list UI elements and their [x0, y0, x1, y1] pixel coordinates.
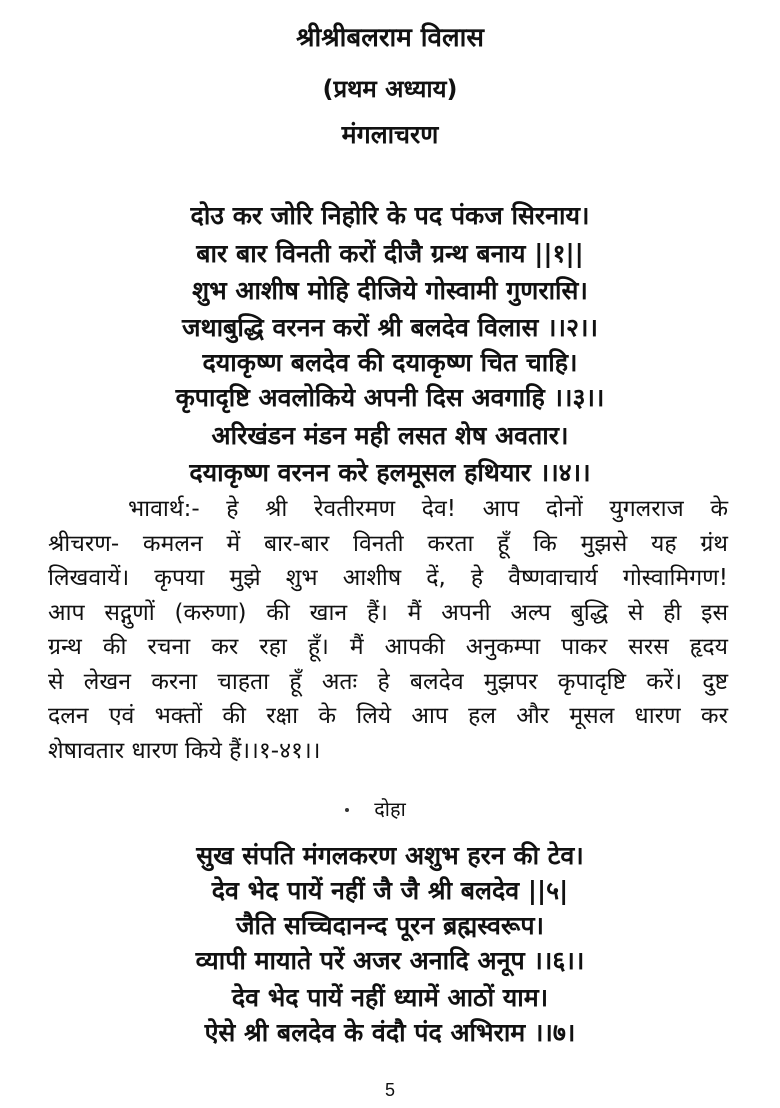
verse-line: अरिखंडन मंडन मही लसत शेष अवतार। [211, 421, 569, 450]
verse-line: बार बार विनती करों दीजै ग्रन्थ बनाय ||१|| [196, 239, 584, 268]
verse-line: शुभ आशीष मोहि दीजिये गोस्वामी गुणरासि। [192, 276, 588, 305]
verse-line: दयाकृष्ण बलदेव की दयाकृष्ण चित चाहि। [202, 348, 578, 377]
commentary-line: आप सद्गुणों (करुणा) की खान हैं। मैं अपनी अल्प बुद्धि से ही इस [48, 599, 728, 626]
verse-line: जथाबुद्धि वरनन करों श्री बलदेव विलास ।।२।। [182, 313, 598, 342]
doha-line: देव भेद पायें नहीं जै जै श्री बलदेव ||५| [211, 876, 569, 905]
page-number: 5 [384, 1080, 395, 1100]
verse-line: दोउ कर जोरि निहोरि के पद पंकज सिरनाय। [190, 201, 590, 230]
commentary-line: ग्रन्थ की रचना कर रहा हूँ। मैं आपकी अनुकम्पा पाकर सरस हृदय [48, 634, 728, 660]
commentary-paragraph [48, 492, 728, 768]
verse-line: कृपादृष्टि अवलोकिये अपनी दिस अवगाहि ।।३।। [175, 383, 605, 412]
doha-line: ऐसे श्री बलदेव के वंदौ पंद अभिराम ।।७। [204, 1018, 576, 1047]
doha-line: व्यापी मायाते परें अजर अनादि अनूप ।।६।। [195, 946, 585, 975]
section-heading: मंगलाचरण [341, 120, 439, 149]
commentary-line: शेषावतार धारण किये हैं।।१-४१।। [48, 737, 321, 764]
commentary-line: से लेखन करना चाहता हूँ अतः हे बलदेव मुझपर कृपादृष्टि करें। दुष्ट [48, 668, 728, 695]
page-title: श्रीश्रीबलराम विलास [296, 23, 484, 53]
doha-line: जैति सच्चिदानन्द पूरन ब्रह्मस्वरूप। [235, 911, 544, 940]
doha-line: सुख संपति मंगलकरण अशुभ हरन की टेव। [196, 841, 584, 870]
verse-line: दयाकृष्ण वरनन करे हलमूसल हथियार ।।४।। [189, 458, 591, 487]
commentary-line: दलन एवं भक्तों की रक्षा के लिये आप हल और मूसल धारण कर [48, 703, 728, 729]
doha-line: देव भेद पायें नहीं ध्यामें आठों याम। [231, 983, 549, 1012]
doha-label: दोहा [374, 797, 406, 821]
chapter-heading: (प्रथम अध्याय) [322, 75, 458, 103]
commentary-line: लिखवायें। कृपया मुझे शुभ आशीष दें, हे वैष्णवाचार्य गोस्वामिगण! [48, 565, 728, 591]
commentary-line: श्रीचरण- कमलन में बार-बार विनती करता हूँ कि मुझसे यह ग्रंथ [48, 530, 728, 557]
commentary-line: भावार्थ:- हे श्री रेवतीरमण देव! आप दोनों युगलराज के [128, 496, 728, 522]
